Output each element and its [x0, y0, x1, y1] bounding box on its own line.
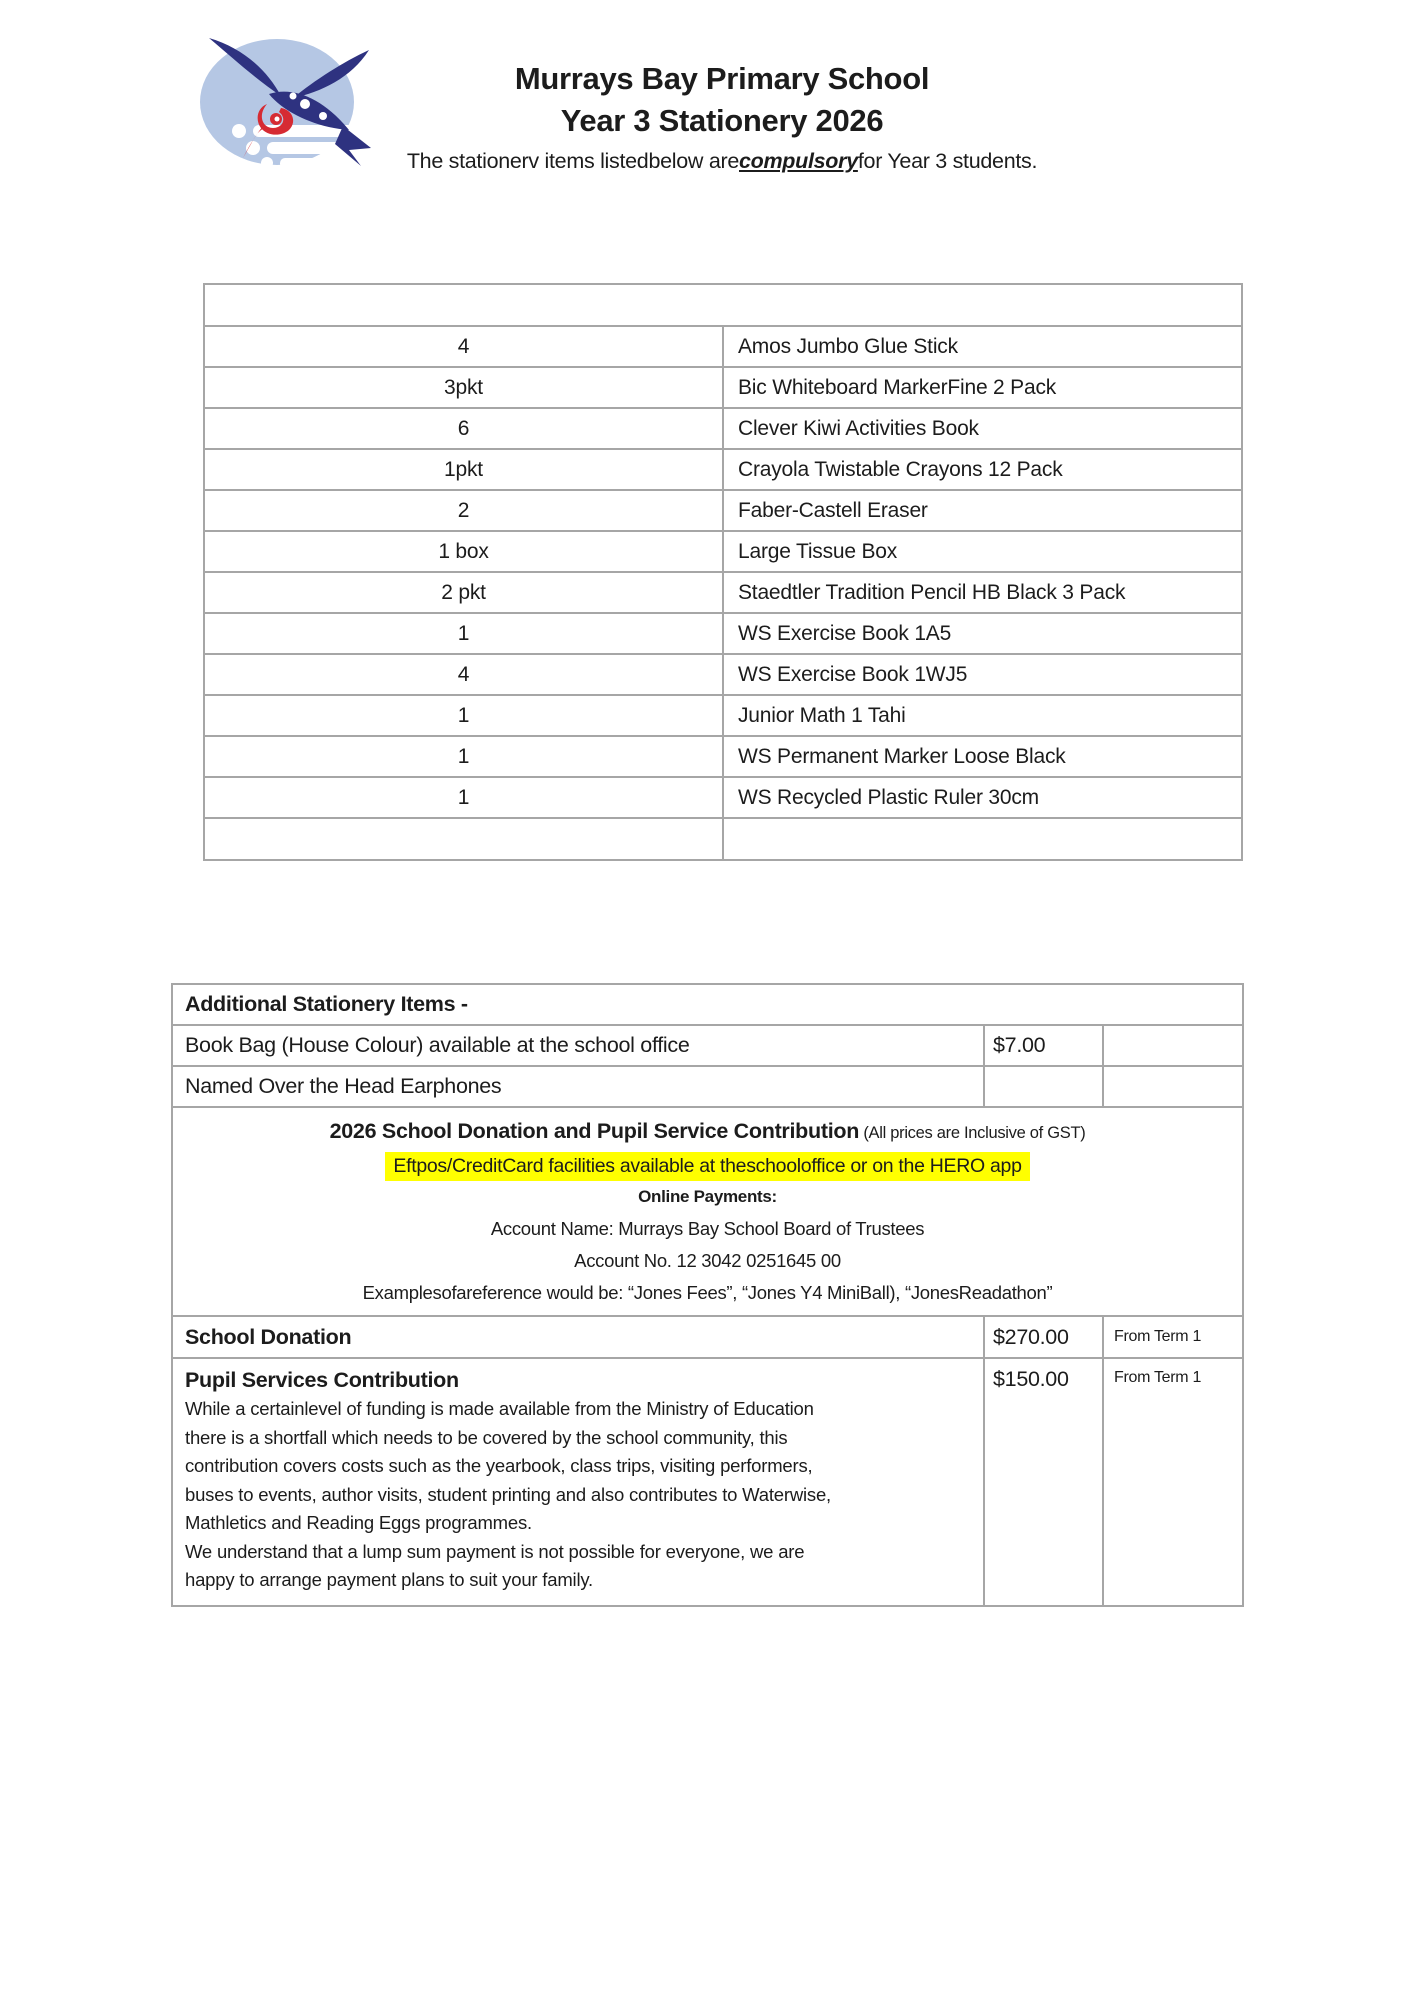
table-row: [204, 408, 1242, 449]
eftpos-highlight-text: Eftpos/CreditCard facilities available at theschooloffice or on the HERO app: [385, 1152, 1029, 1181]
school-name-title: Murrays Bay Primary School: [514, 61, 930, 96]
item-qty: 1: [204, 613, 723, 654]
item-name: Faber-Castell Eraser: [723, 490, 1242, 531]
item-qty: 1: [204, 695, 723, 736]
description-line: happy to arrange payment plans to suit your family.: [185, 1569, 593, 1590]
description-line: Mathletics and Reading Eggs programmes.: [185, 1512, 532, 1533]
school-donation-row: [172, 1316, 1243, 1358]
item-qty: 1pkt: [204, 449, 723, 490]
blank-footer-qty-cell: [204, 818, 723, 860]
donation-info-block: [172, 1107, 1243, 1316]
additional-item-price: $7.00: [984, 1025, 1103, 1066]
pupil-services-row: [172, 1358, 1243, 1606]
eftpos-highlight-line: [173, 1149, 1242, 1181]
item-name: WS Permanent Marker Loose Black: [723, 736, 1242, 777]
table-row: [204, 613, 1242, 654]
online-payments-label: Online Payments:: [638, 1186, 777, 1206]
intro-sentence: [360, 146, 1084, 176]
table-row: [204, 367, 1242, 408]
school-donation-label: School Donation: [172, 1316, 984, 1358]
school-donation-price: $270.00: [984, 1316, 1103, 1358]
item-name: Amos Jumbo Glue Stick: [723, 326, 1242, 367]
table-row: [204, 654, 1242, 695]
item-name: WS Exercise Book 1A5: [723, 613, 1242, 654]
intro-compulsory-text: compulsory: [739, 149, 858, 173]
item-qty: 2: [204, 490, 723, 531]
table-blank-header-row: [204, 284, 1242, 326]
table-row: [204, 490, 1242, 531]
item-qty: 1 box: [204, 531, 723, 572]
description-line: While a certainlevel of funding is made available from the Ministry of Education: [185, 1398, 814, 1419]
additional-title-row: [172, 984, 1243, 1025]
school-donation-term: From Term 1: [1103, 1316, 1243, 1358]
blank-footer-item-cell: [723, 818, 1242, 860]
item-name: Junior Math 1 Tahi: [723, 695, 1242, 736]
pupil-services-cell: [172, 1358, 984, 1606]
item-name: Clever Kiwi Activities Book: [723, 408, 1242, 449]
additional-item-term: [1103, 1025, 1243, 1066]
item-name: Large Tissue Box: [723, 531, 1242, 572]
item-name: Crayola Twistable Crayons 12 Pack: [723, 449, 1242, 490]
account-name-line: Account Name: Murrays Bay School Board of Trustees: [490, 1217, 925, 1239]
additional-item-label: Named Over the Head Earphones: [172, 1066, 984, 1107]
gst-note: (All prices are Inclusive of GST): [859, 1123, 1086, 1142]
table-blank-footer-row: [204, 818, 1242, 860]
table-row: [204, 531, 1242, 572]
item-qty: 1: [204, 736, 723, 777]
pupil-services-description: [185, 1395, 982, 1595]
intro-post-text: for Year 3 students.: [857, 149, 1038, 173]
pupil-services-price: $150.00: [984, 1358, 1103, 1606]
table-row: [204, 777, 1242, 818]
additional-item-term: [1103, 1066, 1243, 1107]
item-qty: 3pkt: [204, 367, 723, 408]
table-row: [204, 449, 1242, 490]
description-line: We understand that a lump sum payment is not possible for everyone, we are: [185, 1540, 805, 1562]
pupil-services-term: From Term 1: [1103, 1358, 1243, 1606]
stationery-items-table: [203, 283, 1243, 861]
description-line: contribution covers costs such as the yearbook, class trips, visiting performers,: [185, 1455, 813, 1476]
additional-items-table: [171, 983, 1244, 1607]
item-name: WS Exercise Book 1WJ5: [723, 654, 1242, 695]
account-number-line: Account No. 12 3042 0251645 00: [574, 1249, 841, 1271]
item-qty: 4: [204, 326, 723, 367]
pupil-services-label: Pupil Services Contribution: [185, 1368, 459, 1392]
item-name: WS Recycled Plastic Ruler 30cm: [723, 777, 1242, 818]
document-title: Year 3 Stationery 2026: [560, 103, 884, 138]
item-qty: 4: [204, 654, 723, 695]
item-qty: 2 pkt: [204, 572, 723, 613]
item-qty: 1: [204, 777, 723, 818]
donation-heading-bold: 2026 School Donation and Pupil Service Contribution: [329, 1118, 860, 1143]
table-row: [172, 1066, 1243, 1107]
table-row: [204, 736, 1242, 777]
item-name: Bic Whiteboard MarkerFine 2 Pack: [723, 367, 1242, 408]
table-row: [204, 572, 1242, 613]
table-row: [204, 326, 1242, 367]
additional-item-price: [984, 1066, 1103, 1107]
reference-examples-line: Examplesofareference would be: “Jones Fees”, “Jones Y4 MiniBall), “JonesReadathon”: [362, 1281, 1053, 1303]
donation-heading: [173, 1115, 1242, 1149]
additional-item-label: Book Bag (House Colour) available at the school office: [172, 1025, 984, 1066]
item-qty: 6: [204, 408, 723, 449]
description-line: there is a shortfall which needs to be covered by the school community, this: [185, 1426, 788, 1448]
donation-info-row: [172, 1107, 1243, 1316]
table-row: [204, 695, 1242, 736]
blank-header-cell: [204, 284, 1242, 326]
intro-pre-text: The stationerv items listedbelow are: [406, 149, 739, 173]
description-line: buses to events, author visits, student printing and also contributes to Waterwise,: [185, 1483, 831, 1505]
item-name: Staedtler Tradition Pencil HB Black 3 Pack: [723, 572, 1242, 613]
table-row: [172, 1025, 1243, 1066]
additional-section-title: Additional Stationery Items -: [172, 984, 1243, 1025]
document-heading: [360, 58, 1084, 176]
school-logo-icon: [197, 36, 375, 168]
